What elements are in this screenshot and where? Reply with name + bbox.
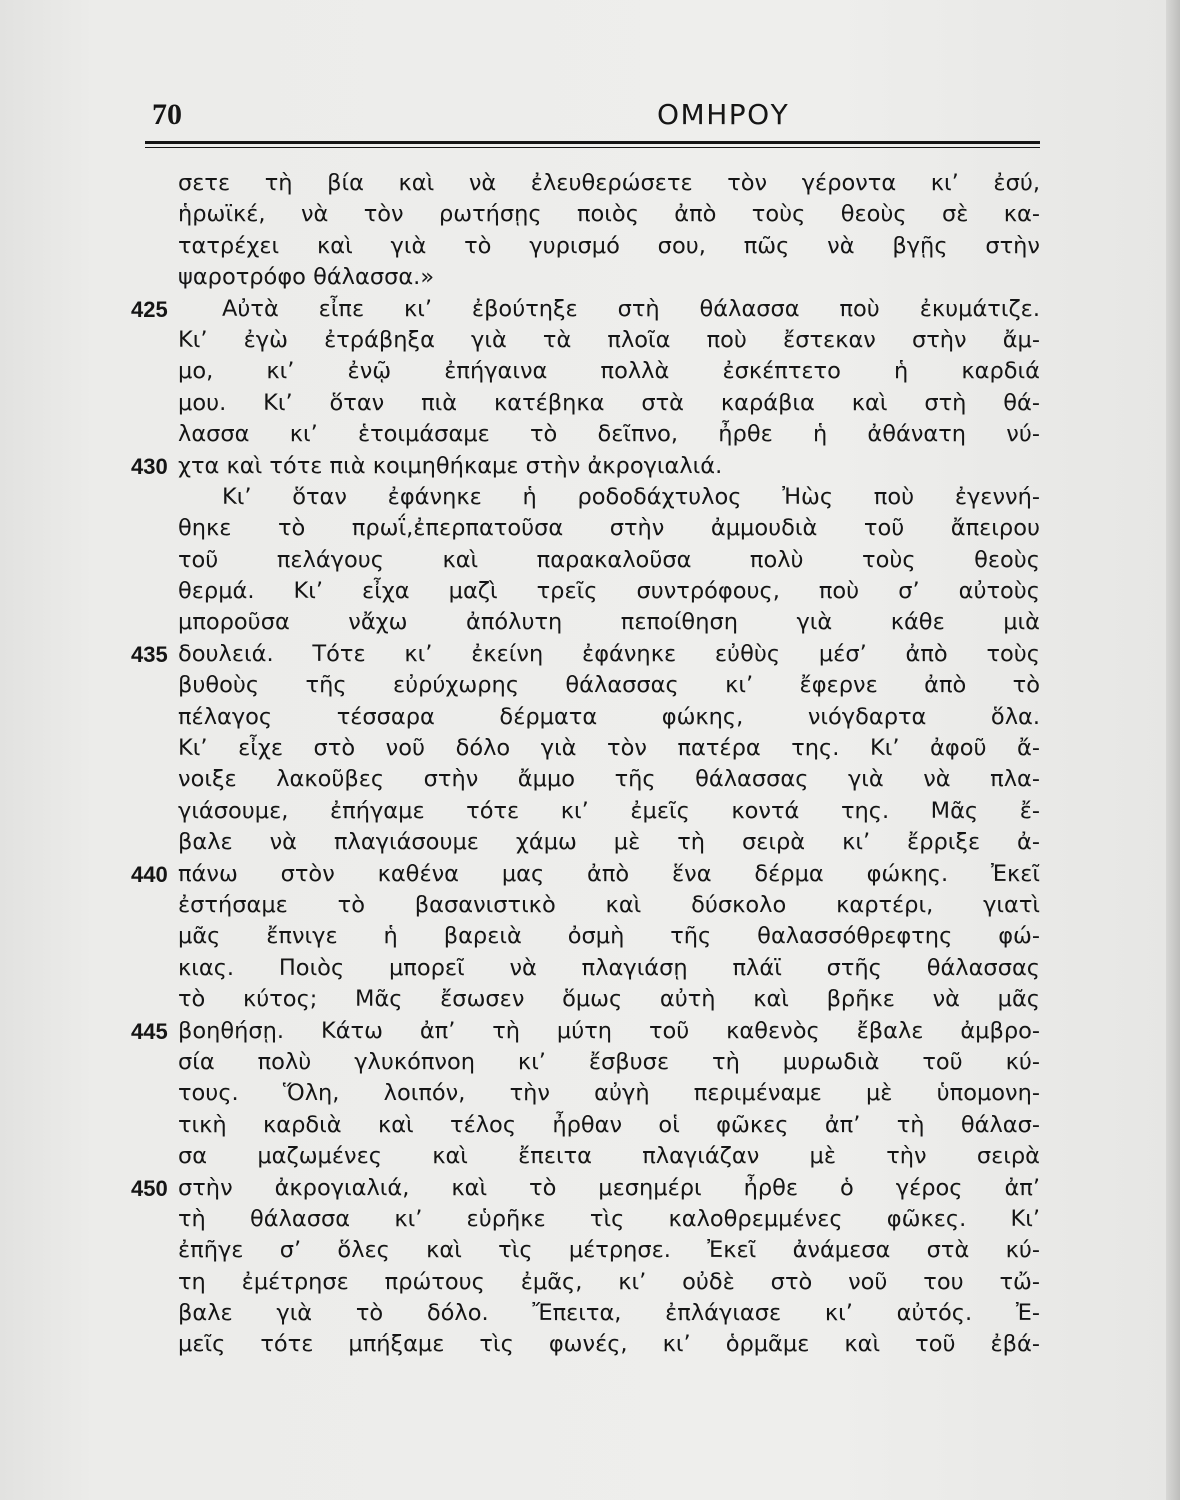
text-line xyxy=(0,451,1180,482)
line-text: τατρέχει καὶ γιὰ τὸ γυρισμό σου, πῶς νὰ βγῇς στὴν xyxy=(178,232,1040,259)
line-text: ἐπῆγε σ’ ὅλες καὶ τὶς μέτρησε. Ἐκεῖ ἀνάμεσα στὰ κύ- xyxy=(178,1237,1040,1264)
header-rule-thin xyxy=(145,147,1040,148)
text-line xyxy=(0,231,1180,262)
line-number: 425 xyxy=(131,296,168,322)
text-line xyxy=(0,733,1180,764)
line-number: 430 xyxy=(131,453,168,479)
text-line xyxy=(0,513,1180,544)
line-text: βοηθήσῃ. Κάτω ἀπ’ τὴ μύτη τοῦ καθενὸς ἔβαλε ἀμβρο- xyxy=(178,1017,1040,1044)
line-text: θερμά. Κι’ εἶχα μαζὶ τρεῖς συντρόφους, ποὺ σ’ αὐτοὺς xyxy=(178,578,1040,605)
text-line xyxy=(0,1204,1180,1235)
text-line xyxy=(0,1110,1180,1141)
text-line xyxy=(0,827,1180,858)
header-rule-thick xyxy=(145,141,1040,144)
line-text: ἐστήσαμε τὸ βασανιστικὸ καὶ δύσκολο καρτέρι, γιατὶ xyxy=(178,891,1040,918)
line-text: θηκε τὸ πρωΐ,ἐπερπατοῦσα στὴν ἀμμουδιὰ τοῦ ἄπειρου xyxy=(178,515,1040,542)
line-text: μεῖς τότε μπήξαμε τὶς φωνές, κι’ ὁρμᾶμε καὶ τοῦ ἐβά- xyxy=(178,1331,1040,1358)
text-line xyxy=(0,168,1180,199)
text-line xyxy=(0,859,1180,890)
line-text: κιας. Ποιὸς μπορεῖ νὰ πλαγιάσῃ πλάϊ στῆς θάλασσας xyxy=(178,954,1040,981)
text-line xyxy=(0,262,1180,293)
text-line xyxy=(0,1329,1180,1360)
text-line xyxy=(0,545,1180,576)
text-line xyxy=(0,1047,1180,1078)
line-text: πάνω στὸν καθένα μας ἀπὸ ἕνα δέρμα φώκης. Ἐκεῖ xyxy=(178,860,1040,887)
line-text: λασσα κι’ ἑτοιμάσαμε τὸ δεῖπνο, ἦρθε ἡ ἀθάνατη νύ- xyxy=(178,421,1040,448)
text-line xyxy=(0,1141,1180,1172)
line-text: σα μαζωμένες καὶ ἔπειτα πλαγιάζαν μὲ τὴν σειρὰ xyxy=(178,1143,1040,1170)
line-text: πέλαγος τέσσαρα δέρματα φώκης, νιόγδαρτα ὅλα. xyxy=(178,703,1040,730)
text-line xyxy=(0,1173,1180,1204)
line-number: 445 xyxy=(131,1018,168,1044)
text-line xyxy=(0,607,1180,638)
text-line xyxy=(0,890,1180,921)
line-text: γιάσουμε, ἐπήγαμε τότε κι’ ἐμεῖς κοντά της. Μᾶς ἔ- xyxy=(178,797,1040,824)
line-text: μο, κι’ ἐνῷ ἐπήγαινα πολλὰ ἐσκέπτετο ἡ καρδιά xyxy=(178,358,1040,385)
text-line xyxy=(0,419,1180,450)
line-text: μου. Κι’ ὅταν πιὰ κατέβηκα στὰ καράβια καὶ στὴ θά- xyxy=(178,389,1040,416)
page-header xyxy=(152,96,1040,136)
text-line xyxy=(0,576,1180,607)
line-text: τη ἐμέτρησε πρώτους ἐμᾶς, κι’ οὐδὲ στὸ νοῦ του τὤ- xyxy=(178,1268,1040,1295)
line-text: Κι’ εἶχε στὸ νοῦ δόλο γιὰ τὸν πατέρα της. Κι’ ἀφοῦ ἄ- xyxy=(178,735,1040,762)
text-line xyxy=(0,325,1180,356)
line-number: 450 xyxy=(131,1175,168,1201)
text-line xyxy=(0,702,1180,733)
line-text: βαλε νὰ πλαγιάσουμε χάμω μὲ τὴ σειρὰ κι’ ἔρριξε ἀ- xyxy=(178,829,1040,856)
text-line xyxy=(0,356,1180,387)
text-line xyxy=(0,1235,1180,1266)
text-line xyxy=(0,388,1180,419)
line-text: δουλειά. Τότε κι’ ἐκείνη ἐφάνηκε εὐθὺς μέσ’ ἀπὸ τοὺς xyxy=(178,640,1040,667)
text-line xyxy=(0,1016,1180,1047)
page-number: 70 xyxy=(152,98,182,131)
line-text: τους. Ὅλη, λοιπόν, τὴν αὐγὴ περιμέναμε μὲ ὑπομονη- xyxy=(178,1080,1040,1107)
text-line xyxy=(0,953,1180,984)
line-text: τοῦ πελάγους καὶ παρακαλοῦσα πολὺ τοὺς θεοὺς xyxy=(178,546,1040,573)
line-text: Αὐτὰ εἶπε κι’ ἐβούτηξε στὴ θάλασσα ποὺ ἐκυμάτιζε. xyxy=(222,295,1040,322)
line-text: Κι’ ἐγὼ ἐτράβηξα γιὰ τὰ πλοῖα ποὺ ἔστεκαν στὴν ἄμ- xyxy=(178,326,1040,353)
line-text: βαλε γιὰ τὸ δόλο. Ἔπειτα, ἐπλάγιασε κι’ αὐτός. Ἐ- xyxy=(178,1300,1040,1327)
line-text: τὸ κύτος; Μᾶς ἔσωσεν ὅμως αὐτὴ καὶ βρῆκε νὰ μᾶς xyxy=(178,986,1040,1013)
text-line xyxy=(0,796,1180,827)
line-text: τὴ θάλασσα κι’ εὑρῆκε τὶς καλοθρεμμένες φῶκες. Κι’ xyxy=(178,1205,1040,1232)
line-text: τικὴ καρδιὰ καὶ τέλος ἦρθαν οἱ φῶκες ἀπ’ τὴ θάλασ- xyxy=(178,1111,1040,1138)
text-line xyxy=(0,1078,1180,1109)
line-number: 440 xyxy=(131,861,168,887)
text-line xyxy=(0,294,1180,325)
line-text: ἡρωϊκέ, νὰ τὸν ρωτήσῃς ποιὸς ἀπὸ τοὺς θεοὺς σὲ κα- xyxy=(178,201,1040,228)
line-text: σετε τὴ βία καὶ νὰ ἐλευθερώσετε τὸν γέροντα κι’ ἐσύ, xyxy=(178,170,1040,196)
line-text: Κι’ ὅταν ἐφάνηκε ἡ ροδοδάχτυλος Ἠὼς ποὺ ἐγεννή- xyxy=(222,483,1040,510)
text-line xyxy=(0,764,1180,795)
text-line xyxy=(0,482,1180,513)
text-line xyxy=(0,1298,1180,1329)
text-line xyxy=(0,199,1180,230)
text-line xyxy=(0,921,1180,952)
line-number: 435 xyxy=(131,641,168,667)
text-line xyxy=(0,984,1180,1015)
text-line xyxy=(0,670,1180,701)
running-head: ΟΜΗΡΟΥ xyxy=(657,98,790,131)
line-text: βυθοὺς τῆς εὐρύχωρης θάλασσας κι’ ἔφερνε ἀπὸ τὸ xyxy=(178,672,1040,699)
line-text: στὴν ἀκρογιαλιά, καὶ τὸ μεσημέρι ἦρθε ὁ γέρος ἀπ’ xyxy=(178,1174,1040,1201)
line-text: χτα καὶ τότε πιὰ κοιμηθήκαμε στὴν ἀκρογιαλιά. xyxy=(178,452,723,479)
verse-text-block xyxy=(0,168,1180,1361)
line-text: μποροῦσα νἄχω ἀπόλυτη πεποίθηση γιὰ κάθε μιὰ xyxy=(178,609,1040,636)
line-text: μᾶς ἔπνιγε ἡ βαρειὰ ὀσμὴ τῆς θαλασσόθρεφτης φώ- xyxy=(178,923,1040,950)
text-line xyxy=(0,1267,1180,1298)
line-text: νοιξε λακοῦβες στὴν ἄμμο τῆς θάλασσας γιὰ νὰ πλα- xyxy=(178,766,1040,793)
text-line xyxy=(0,639,1180,670)
line-text: ψαροτρόφο θάλασσα.» xyxy=(178,264,435,291)
line-text: σία πολὺ γλυκόπνοη κι’ ἔσβυσε τὴ μυρωδιὰ τοῦ κύ- xyxy=(178,1048,1040,1075)
